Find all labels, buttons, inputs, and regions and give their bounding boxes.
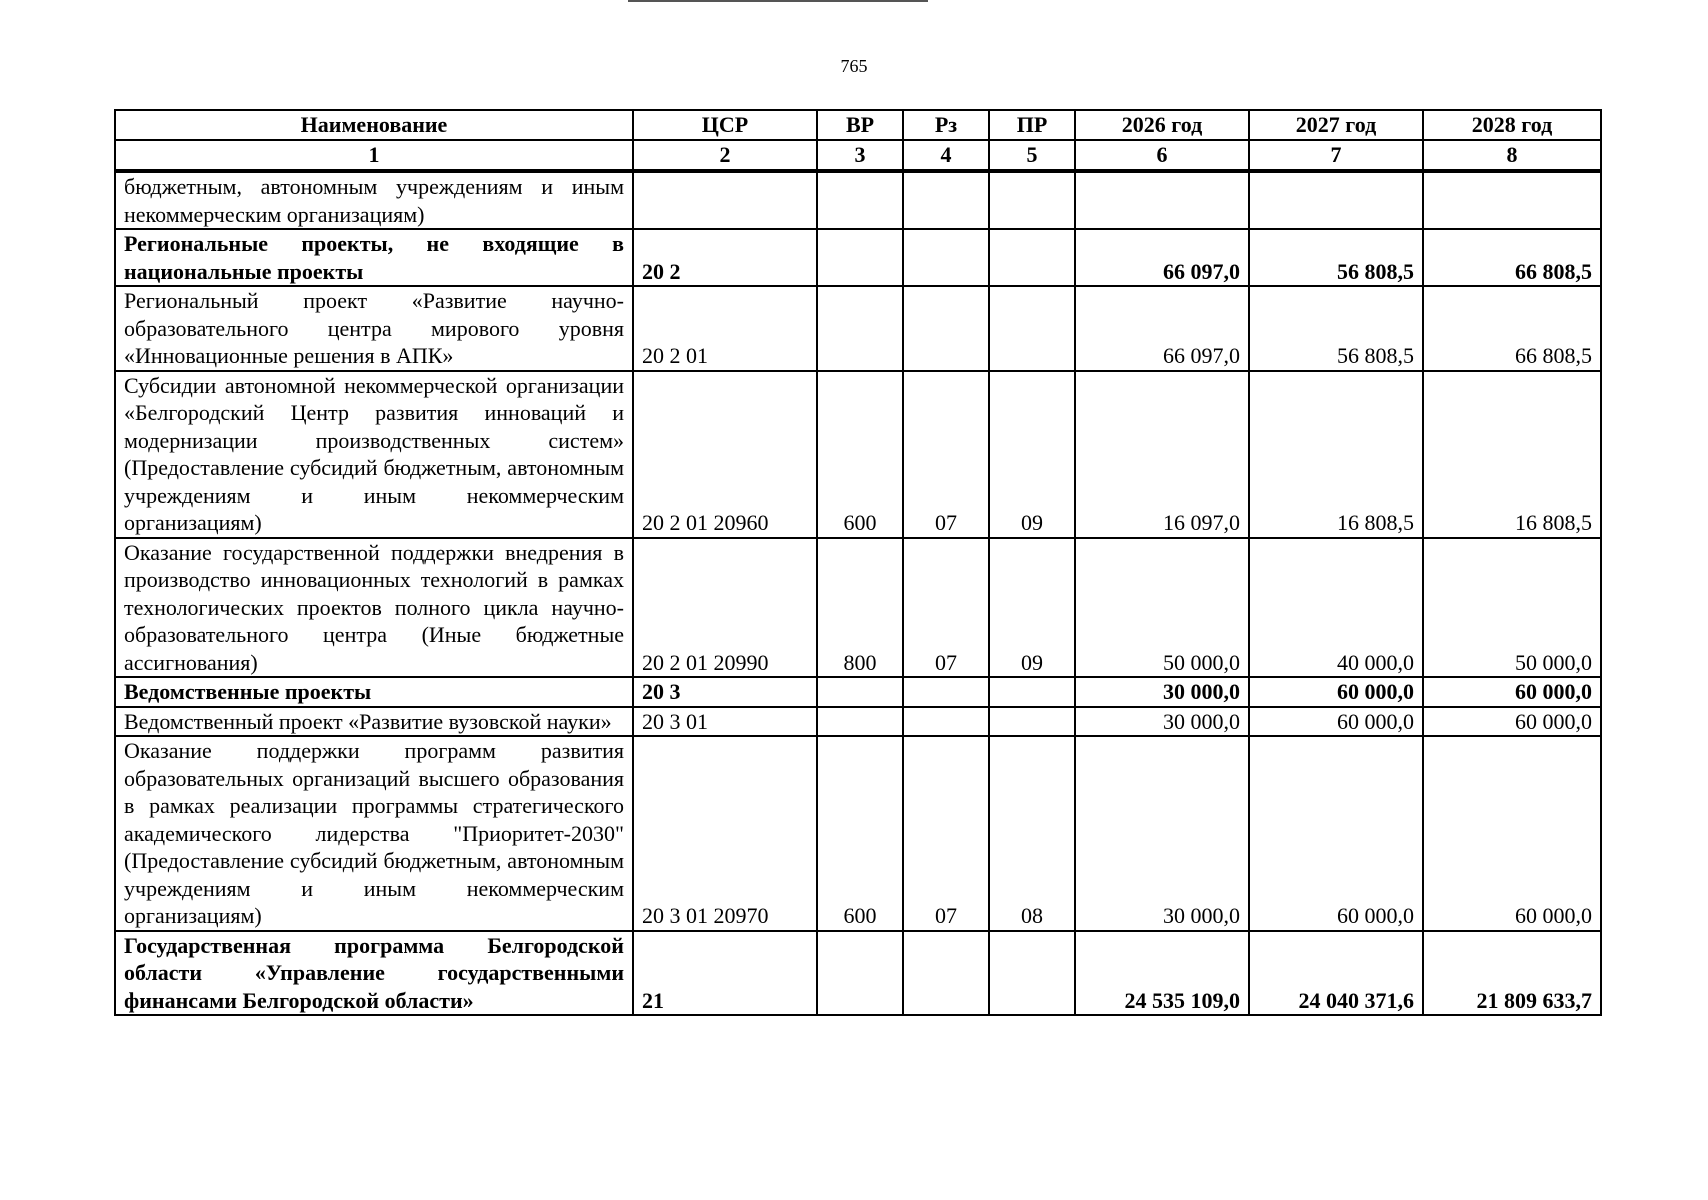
item-name: Оказание поддержки программ развития образовательных организаций высшего образования в рамках реализации программы стратегического академического лидерства "Приоритет-2030" (Предоставление субсидий бюджетным, автономным учреждениям и иным некоммерческим организациям) xyxy=(115,736,633,931)
amount-2027: 16 808,5 xyxy=(1249,371,1423,538)
vr-code: 600 xyxy=(817,371,903,538)
rz-code xyxy=(903,286,989,371)
item-name: Ведомственные проекты xyxy=(115,677,633,707)
pr-code xyxy=(989,677,1075,707)
budget-table xyxy=(114,109,1602,1016)
header-pr: ПР xyxy=(989,110,1075,140)
header-row xyxy=(115,110,1601,140)
header-number: 8 xyxy=(1423,140,1601,171)
table-body xyxy=(115,171,1601,1015)
item-name: Региональный проект «Развитие научно-образовательного центра мирового уровня «Инновационные решения в АПК» xyxy=(115,286,633,371)
amount-2027: 56 808,5 xyxy=(1249,229,1423,286)
table-row xyxy=(115,707,1601,737)
amount-2028: 21 809 633,7 xyxy=(1423,931,1601,1016)
pr-code xyxy=(989,707,1075,737)
vr-code: 800 xyxy=(817,538,903,678)
amount-2028: 16 808,5 xyxy=(1423,371,1601,538)
amount-2026: 66 097,0 xyxy=(1075,286,1249,371)
csr-code: 20 2 xyxy=(633,229,817,286)
amount-2027: 60 000,0 xyxy=(1249,736,1423,931)
header-number: 7 xyxy=(1249,140,1423,171)
amount-2026: 30 000,0 xyxy=(1075,677,1249,707)
item-name: Региональные проекты, не входящие в национальные проекты xyxy=(115,229,633,286)
header-number: 4 xyxy=(903,140,989,171)
amount-2028: 60 000,0 xyxy=(1423,736,1601,931)
rz-code xyxy=(903,707,989,737)
pr-code xyxy=(989,171,1075,229)
amount-2026: 66 097,0 xyxy=(1075,229,1249,286)
table-row xyxy=(115,171,1601,229)
amount-2028: 66 808,5 xyxy=(1423,229,1601,286)
table-row xyxy=(115,736,1601,931)
item-name: Государственная программа Белгородской области «Управление государственными финансами Белгородской области» xyxy=(115,931,633,1016)
page-number: 765 xyxy=(840,56,868,76)
item-name: Оказание государственной поддержки внедрения в производство инновационных технологий в рамках технологических проектов полного цикла научно-образовательного центра (Иные бюджетные ассигнования) xyxy=(115,538,633,678)
rz-code xyxy=(903,677,989,707)
item-name: Ведомственный проект «Развитие вузовской науки» xyxy=(115,707,633,737)
header-rz: Рз xyxy=(903,110,989,140)
header-number: 1 xyxy=(115,140,633,171)
amount-2026: 30 000,0 xyxy=(1075,707,1249,737)
header-number: 6 xyxy=(1075,140,1249,171)
csr-code xyxy=(633,171,817,229)
vr-code xyxy=(817,707,903,737)
amount-2027: 40 000,0 xyxy=(1249,538,1423,678)
rz-code: 07 xyxy=(903,736,989,931)
amount-2028: 50 000,0 xyxy=(1423,538,1601,678)
csr-code: 20 2 01 20990 xyxy=(633,538,817,678)
rz-code xyxy=(903,171,989,229)
csr-code: 20 2 01 20960 xyxy=(633,371,817,538)
item-name: бюджетным, автономным учреждениям и иным некоммерческим организациям) xyxy=(115,171,633,229)
rz-code: 07 xyxy=(903,538,989,678)
pr-code: 08 xyxy=(989,736,1075,931)
amount-2026: 50 000,0 xyxy=(1075,538,1249,678)
amount-2028: 66 808,5 xyxy=(1423,286,1601,371)
rz-code xyxy=(903,931,989,1016)
csr-code: 20 3 xyxy=(633,677,817,707)
amount-2027: 24 040 371,6 xyxy=(1249,931,1423,1016)
vr-code xyxy=(817,229,903,286)
rz-code xyxy=(903,229,989,286)
pr-code xyxy=(989,286,1075,371)
amount-2028: 60 000,0 xyxy=(1423,707,1601,737)
table-row xyxy=(115,931,1601,1016)
table-row xyxy=(115,538,1601,678)
table-row xyxy=(115,229,1601,286)
vr-code xyxy=(817,286,903,371)
header-2027: 2027 год xyxy=(1249,110,1423,140)
vr-code xyxy=(817,931,903,1016)
csr-code: 20 3 01 xyxy=(633,707,817,737)
header-number: 2 xyxy=(633,140,817,171)
pr-code xyxy=(989,931,1075,1016)
amount-2027: 56 808,5 xyxy=(1249,286,1423,371)
header-2026: 2026 год xyxy=(1075,110,1249,140)
table-row xyxy=(115,371,1601,538)
vr-code: 600 xyxy=(817,736,903,931)
header-2028: 2028 год xyxy=(1423,110,1601,140)
header-vr: ВР xyxy=(817,110,903,140)
amount-2027: 60 000,0 xyxy=(1249,707,1423,737)
table-row xyxy=(115,677,1601,707)
top-rule xyxy=(628,0,928,2)
pr-code: 09 xyxy=(989,371,1075,538)
item-name: Субсидии автономной некоммерческой организации «Белгородский Центр развития инноваций и модернизации производственных систем» (Предоставление субсидий бюджетным, автономным учреждениям и иным некоммерческим организациям) xyxy=(115,371,633,538)
amount-2026: 16 097,0 xyxy=(1075,371,1249,538)
table-row xyxy=(115,286,1601,371)
header-number: 5 xyxy=(989,140,1075,171)
amount-2026: 24 535 109,0 xyxy=(1075,931,1249,1016)
header-number-row xyxy=(115,140,1601,171)
rz-code: 07 xyxy=(903,371,989,538)
pr-code xyxy=(989,229,1075,286)
amount-2026: 30 000,0 xyxy=(1075,736,1249,931)
pr-code: 09 xyxy=(989,538,1075,678)
csr-code: 20 2 01 xyxy=(633,286,817,371)
header-csr: ЦСР xyxy=(633,110,817,140)
vr-code xyxy=(817,171,903,229)
amount-2026 xyxy=(1075,171,1249,229)
amount-2028 xyxy=(1423,171,1601,229)
amount-2028: 60 000,0 xyxy=(1423,677,1601,707)
csr-code: 20 3 01 20970 xyxy=(633,736,817,931)
header-number: 3 xyxy=(817,140,903,171)
header-name: Наименование xyxy=(115,110,633,140)
vr-code xyxy=(817,677,903,707)
amount-2027 xyxy=(1249,171,1423,229)
csr-code: 21 xyxy=(633,931,817,1016)
amount-2027: 60 000,0 xyxy=(1249,677,1423,707)
